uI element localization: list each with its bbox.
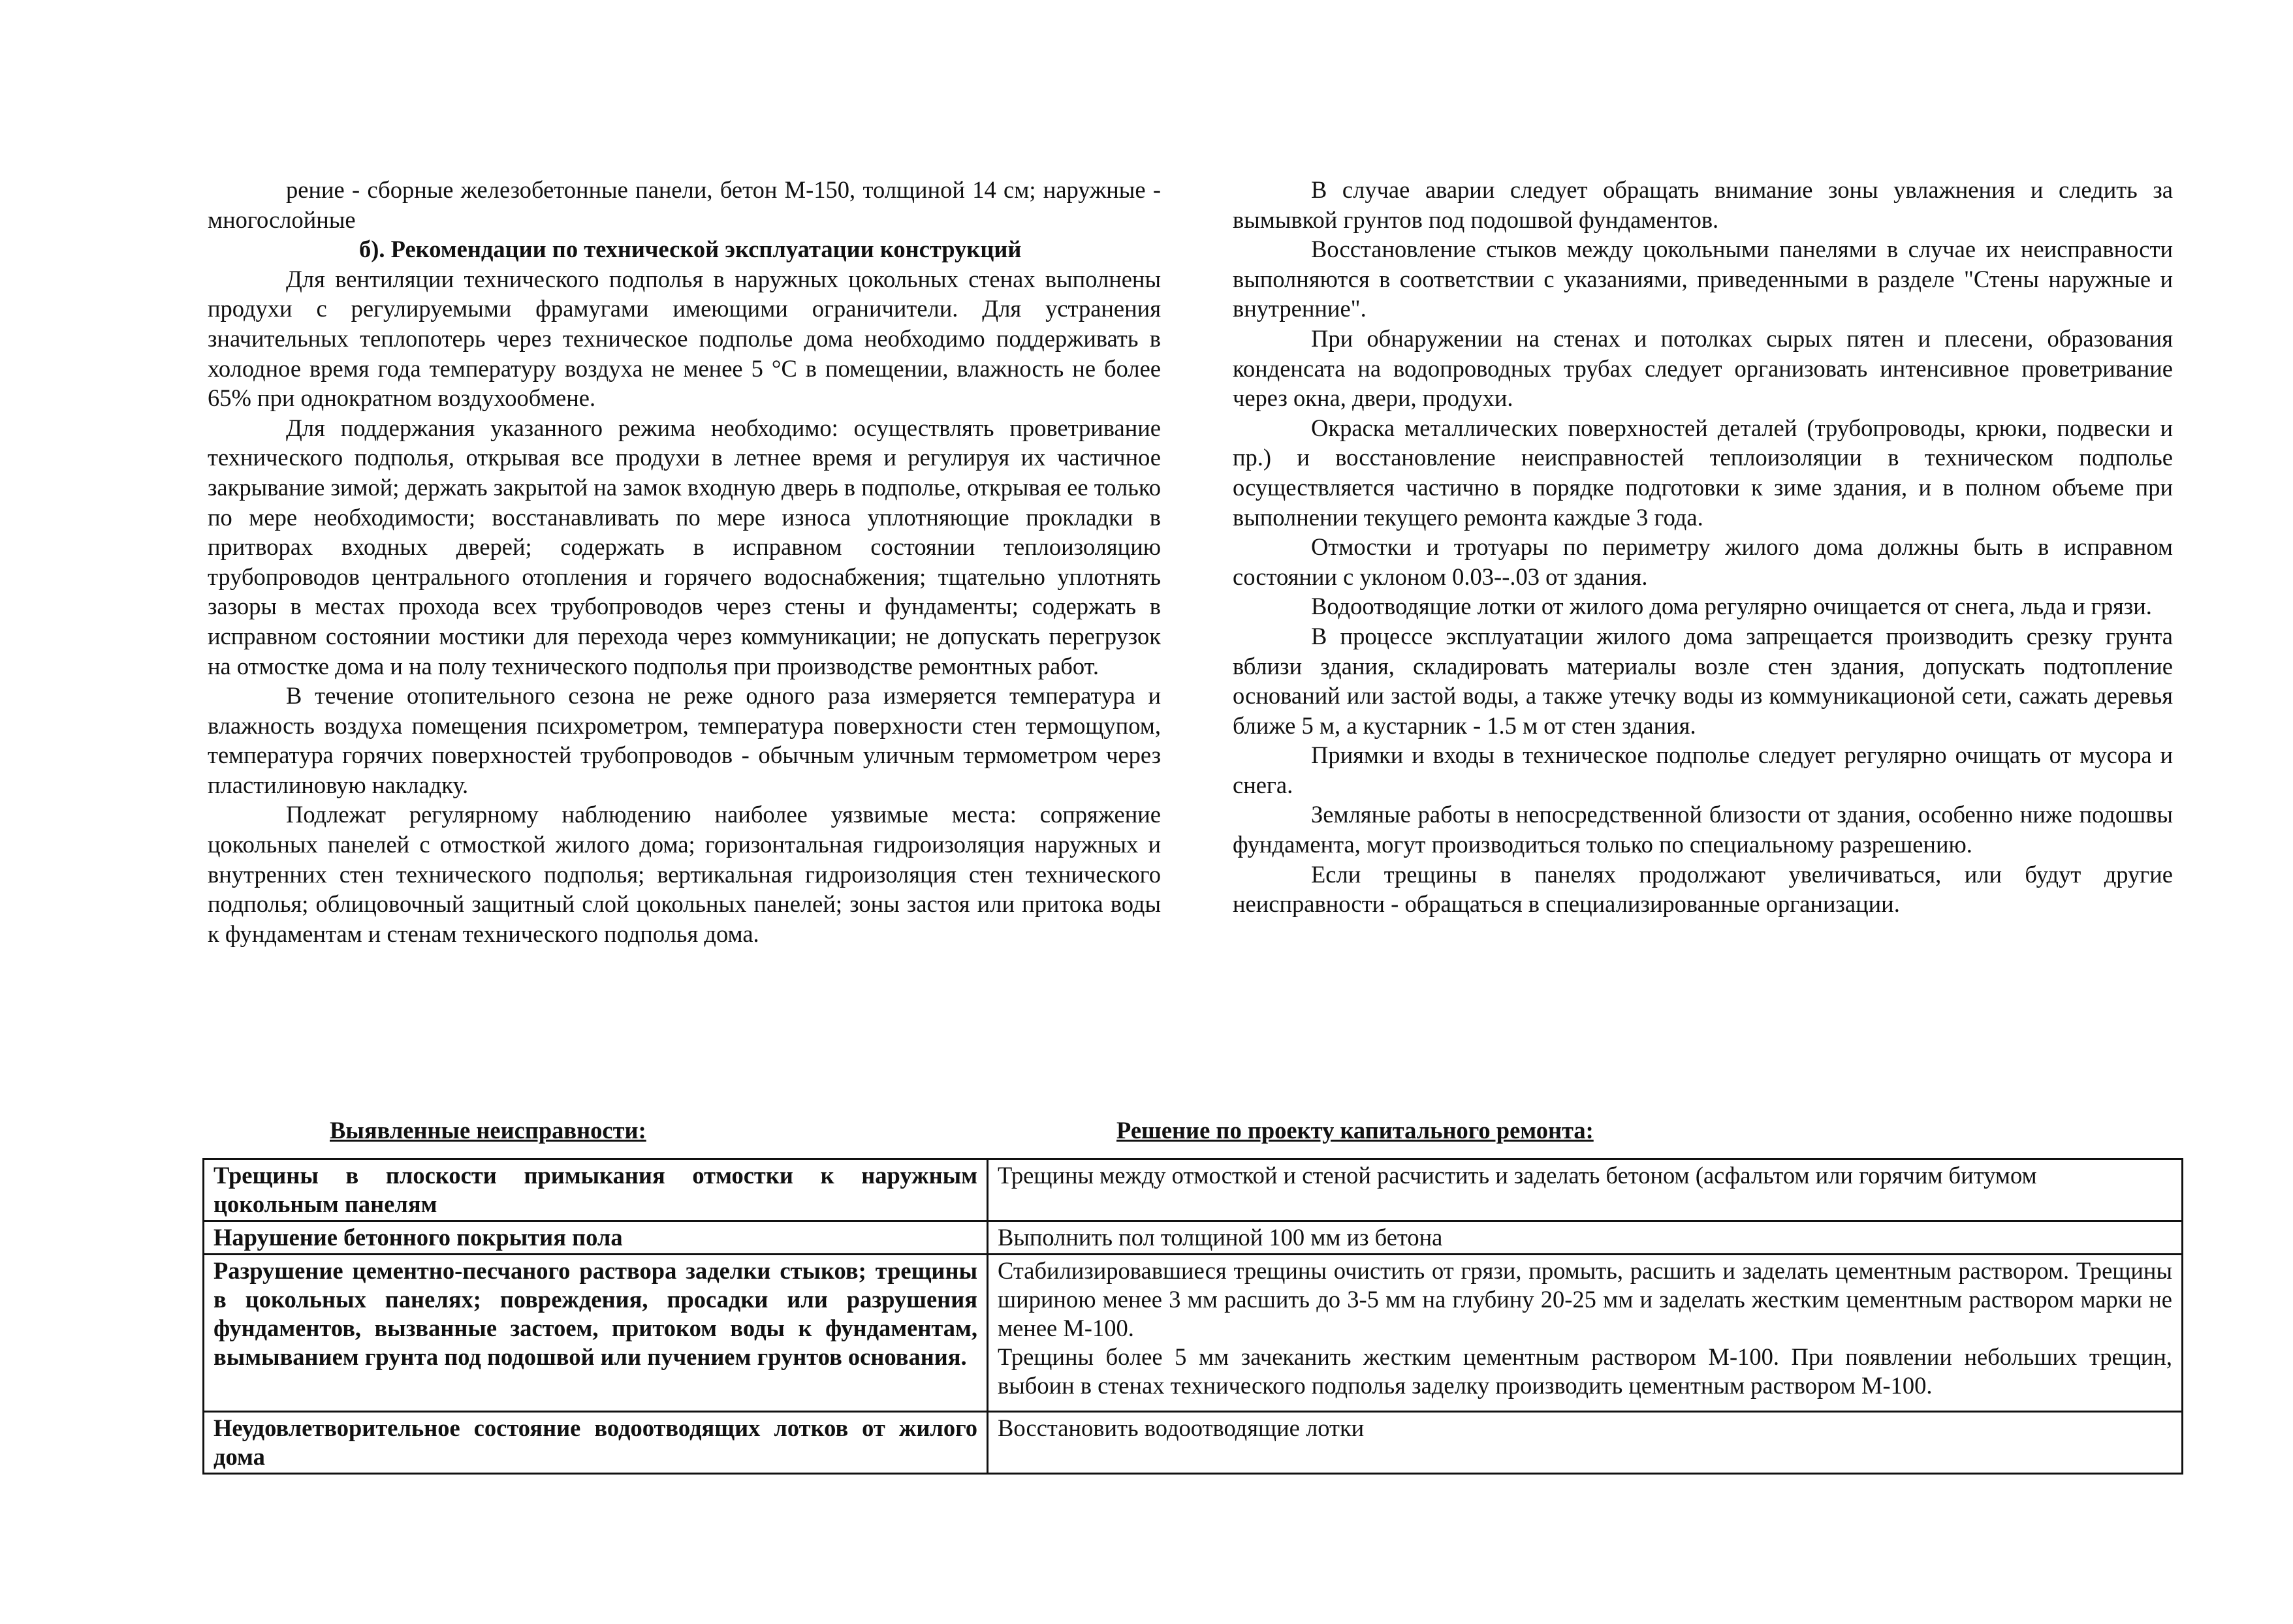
solution-text: Стабилизировавшиеся трещины очистить от грязи, промыть, расшить и заделать цементным раствором. Трещины шириною менее 3 мм расшить до 3-5 мм на глубину 20-25 мм и заделать жестким цементным раствором марки не менее М-100. [998, 1257, 2172, 1341]
table-row [204, 1412, 2183, 1474]
intro-paragraph: рение - сборные железобетонные панели, бетон М-150, толщиной 14 см; наружные - многослойные [208, 176, 1161, 233]
solution-cell [988, 1159, 2183, 1221]
solution-text: Восстановить водоотводящие лотки [998, 1414, 1365, 1441]
paragraph-earthworks: Земляные работы в непосредственной близости от здания, особенно ниже подошвы фундамента, могут производиться только по специальному разрешению. [1233, 801, 2173, 858]
paragraph-prohibitions: В процессе эксплуатации жилого дома запрещается производить срезку грунта вблизи здания, складировать материалы возле стен здания, допускать подтопление оснований или застой воды, а также утечку воды из коммуникационой сети, сажать деревья ближе 5 м, а кустарник - 1.5 м от стен здания. [1233, 622, 2173, 739]
defect-cell: Неудовлетворительное состояние водоотводящих лотков от жилого дома [204, 1412, 988, 1474]
section-heading: б). Рекомендации по технической эксплуатации конструкций [359, 236, 1022, 263]
defect-cell: Нарушение бетонного покрытия пола [204, 1221, 988, 1255]
right-text-column [1233, 175, 2173, 919]
paragraph-joints: Восстановление стыков между цокольными панелями в случае их неисправности выполняются в соответствии с указаниями, приведенными в разделе "Стены наружные и внутренние". [1233, 236, 2173, 322]
paragraph-cracks: Если трещины в панелях продолжают увеличиваться, или будут другие неисправности - обращаться в специализированные организации. [1233, 860, 2173, 918]
solution-cell [988, 1412, 2183, 1474]
solution-text: Трещины между отмосткой и стеной расчистить и заделать бетоном (асфальтом или горячим битумом [998, 1162, 2037, 1189]
solution-text: Трещины более 5 мм зачеканить жестким цементным раствором М-100. При появлении небольших трещин, выбоин в стенах технического подполья заделку производить цементным раствором М-100. [998, 1343, 2172, 1399]
repair-table [202, 1158, 2183, 1475]
defect-cell: Трещины в плоскости примыкания отмостки к наружным цокольным панелям [204, 1159, 988, 1221]
table-row [204, 1221, 2183, 1255]
table-row [204, 1255, 2183, 1412]
paragraph-sidewalks: Отмостки и тротуары по периметру жилого дома должны быть в исправном состоянии с уклоном 0.03--.03 от здания. [1233, 533, 2173, 590]
paragraph-heating-season: В течение отопительного сезона не реже одного раза измеряется температура и влажность воздуха помещения психрометром, температура поверхности стен термощупом, температура горячих поверхностей трубопроводов - обычным уличным термометром через пластилиновую накладку. [208, 682, 1161, 798]
paragraph-drain-trays: Водоотводящие лотки от жилого дома регулярно очищается от снега, льда и грязи. [1311, 593, 2152, 620]
table-row [204, 1159, 2183, 1221]
paragraph-painting: Окраска металлических поверхностей деталей (трубопроводы, крюки, подвески и пр.) и восстановление неисправностей теплоизоляции в техническом подполье осуществляется частично в порядке подготовки к зиме здания, и в полном объеме при выполнении текущего ремонта каждые 3 года. [1233, 414, 2173, 531]
paragraph-pits: Приямки и входы в техническое подполье следует регулярно очищать от мусора и снега. [1233, 742, 2173, 798]
defect-cell: Разрушение цементно-песчаного раствора заделки стыков; трещины в цокольных панелях; повреждения, просадки или разрушения фундаментов, вызванные застоем, притоком воды к фундаментам, вымыванием грунта под подошвой или пучением грунтов основания. [204, 1255, 988, 1412]
solution-text: Выполнить пол толщиной 100 мм из бетона [998, 1224, 1443, 1251]
paragraph-regime: Для поддержания указанного режима необходимо: осуществлять проветривание технического подполья, открывая все продухи в летнее время и регулируя их частичное закрывание зимой; держать закрытой на замок входную дверь в подполье, открывая ее только по мере необходимости; восстанавливать по мере износа уплотняющие прокладки в притворах входных дверей; содержать в исправном состоянии теплоизоляцию трубопроводов центрального отопления и горячего водоснабжения; тщательно уплотнять зазоры в местах прохода всех трубопроводов через стены и фундаменты; содержать в исправном состоянии мостики для перехода через коммуникации; не допускать перегрузок на отмостке дома и на полу технического подполья при производстве ремонтных работ. [208, 414, 1161, 679]
paragraph-ventilation: Для вентиляции технического подполья в наружных цокольных стенах выполнены продухи с регулируемыми фрамугами имеющими ограничители. Для устранения значительных теплопотерь через техническое подполье дома необходимо поддерживать в холодное время года температуру воздуха не менее 5 °С в помещении, влажность не более 65% при однократном воздухообмене. [208, 265, 1161, 412]
left-text-column [208, 175, 1161, 948]
table-header-solutions: Решение по проекту капитального ремонта: [1116, 1117, 1594, 1144]
paragraph-mold: При обнаружении на стенах и потолках сырых пятен и плесени, образования конденсата на водопроводных трубах следует организовать интенсивное проветривание через окна, двери, продухи. [1233, 324, 2173, 412]
solution-cell [988, 1255, 2183, 1412]
paragraph-accident: В случае аварии следует обращать внимание зоны увлажнения и следить за вымывкой грунтов под подошвой фундаментов. [1233, 176, 2173, 233]
solution-cell [988, 1221, 2183, 1255]
table-header-defects: Выявленные неисправности: [330, 1117, 646, 1144]
paragraph-vulnerable-places: Подлежат регулярному наблюдению наиболее уязвимые места: сопряжение цокольных панелей с отмосткой жилого дома; горизонтальная гидроизоляция наружных и внутренних стен технического подполья; вертикальная гидроизоляция стен технического подполья; облицовочный защитный слой цокольных панелей; зоны застоя или притока воды к фундаментам и стенам технического подполья дома. [208, 801, 1161, 947]
